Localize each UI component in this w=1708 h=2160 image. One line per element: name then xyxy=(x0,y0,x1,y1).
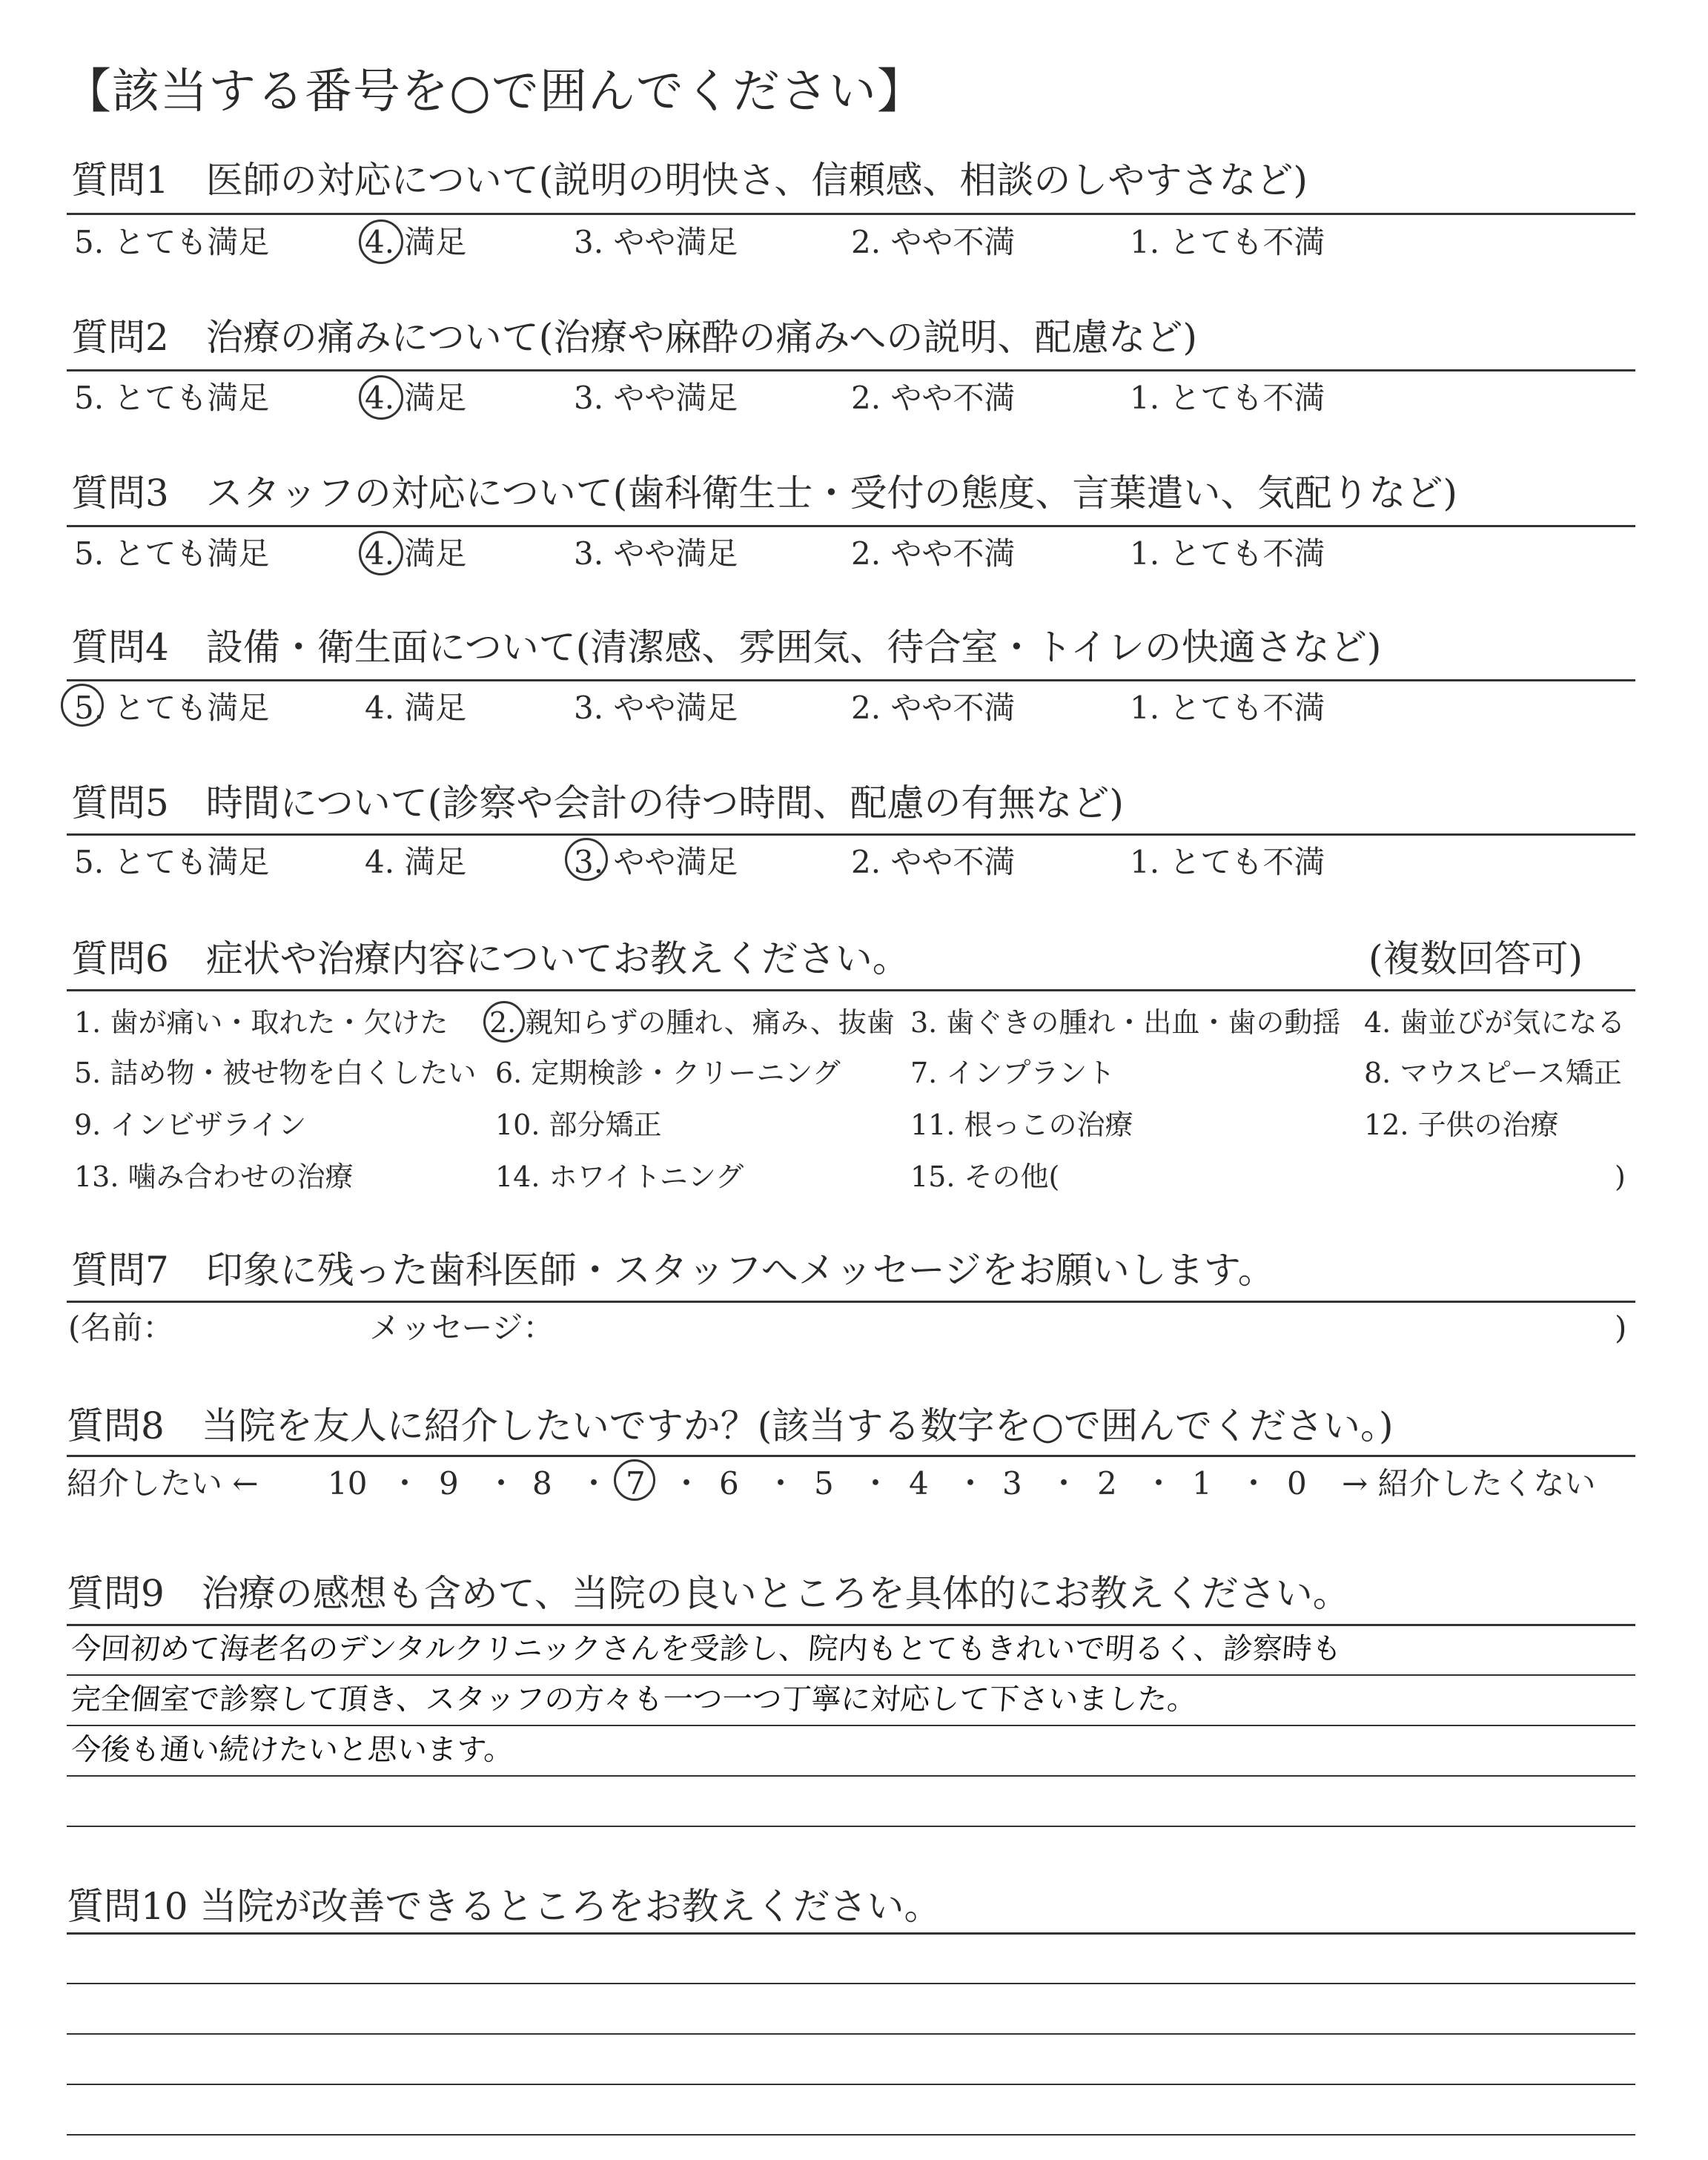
q8-score-10[interactable]: 10 xyxy=(328,1465,368,1502)
q6-item-8[interactable]: 8. マウスピース矯正 xyxy=(1364,1057,1622,1089)
q5-option-4[interactable]: 4. 満足 xyxy=(365,844,467,880)
q1-option-1[interactable]: 1. とても不満 xyxy=(1130,224,1325,260)
divider xyxy=(67,1624,1635,1626)
question-2-title: 質問2 治療の痛みについて(治療や麻酔の痛みへの説明、配慮など) xyxy=(71,316,1197,359)
question-3-title: 質問3 スタッフの対応について(歯科衛生士・受付の態度、言葉遣い、気配りなど) xyxy=(71,472,1457,515)
selection-circle xyxy=(483,1001,525,1043)
question-8-title: 質問8 当院を友人に紹介したいですか？(該当する数字を○で囲んでください。) xyxy=(67,1404,1394,1447)
q8-score-3[interactable]: 3 xyxy=(1002,1465,1022,1502)
divider xyxy=(67,1455,1635,1457)
answer-line xyxy=(67,1725,1635,1726)
divider xyxy=(67,1301,1635,1303)
q8-score-5[interactable]: 5 xyxy=(814,1465,834,1502)
q8-dot: ・ xyxy=(1238,1465,1270,1502)
q8-score-1[interactable]: 1 xyxy=(1192,1465,1212,1502)
divider xyxy=(67,525,1635,527)
q4-option-2[interactable]: 2. やや不満 xyxy=(851,690,1016,726)
divider xyxy=(67,369,1635,371)
q8-score-7[interactable]: 7 xyxy=(626,1465,646,1502)
q5-option-2[interactable]: 2. やや不満 xyxy=(851,844,1016,880)
question-10-title: 質問10 当院が改善できるところをお教えください。 xyxy=(67,1885,941,1928)
q8-dot: ・ xyxy=(1048,1465,1080,1502)
q9-answer-line-1: 今回初めて海老名のデンタルクリニックさんを受診し、院内もとてもきれいで明るく、診察時も xyxy=(70,1632,1343,1666)
q6-item-5[interactable]: 5. 詰め物・被せ物を白くしたい xyxy=(74,1057,477,1089)
q6-item-10[interactable]: 10. 部分矯正 xyxy=(495,1109,662,1141)
q7-message-label: メッセージ： xyxy=(369,1309,555,1346)
selection-circle xyxy=(565,838,608,881)
q8-score-2[interactable]: 2 xyxy=(1097,1465,1117,1502)
form-header: 【該当する番号を○で囲んでください】 xyxy=(64,65,925,119)
q8-dot: ・ xyxy=(765,1465,797,1502)
q9-answer-line-2: 完全個室で診察して頂き、スタッフの方々も一つ一つ丁寧に対応して下さいました。 xyxy=(70,1682,1199,1717)
divider xyxy=(67,989,1635,991)
answer-line xyxy=(67,1775,1635,1777)
q3-option-1[interactable]: 1. とても不満 xyxy=(1130,535,1325,572)
question-9-title: 質問9 治療の感想も含めて、当院の良いところを具体的にお教えください。 xyxy=(67,1572,1350,1615)
selection-circle xyxy=(359,375,403,420)
q8-score-6[interactable]: 6 xyxy=(719,1465,739,1502)
q3-option-3[interactable]: 3. やや満足 xyxy=(574,535,738,572)
q2-option-2[interactable]: 2. やや不満 xyxy=(851,380,1016,416)
answer-line xyxy=(67,1826,1635,1827)
q8-score-8[interactable]: 8 xyxy=(532,1465,552,1502)
q6-item-1[interactable]: 1. 歯が痛い・取れた・欠けた xyxy=(74,1006,448,1039)
q3-option-5[interactable]: 5. とても満足 xyxy=(74,535,270,572)
q5-option-3[interactable]: 3. やや満足 xyxy=(574,844,738,880)
q4-option-4[interactable]: 4. 満足 xyxy=(365,690,467,726)
q2-option-5[interactable]: 5. とても満足 xyxy=(74,380,270,416)
question-7-title: 質問7 印象に残った歯科医師・スタッフへメッセージをお願いします。 xyxy=(71,1249,1275,1292)
q6-item-12[interactable]: 12. 子供の治療 xyxy=(1364,1109,1559,1141)
divider xyxy=(67,833,1635,836)
divider xyxy=(67,679,1635,681)
q8-score-0[interactable]: 0 xyxy=(1287,1465,1307,1502)
selection-circle xyxy=(359,531,403,575)
q6-item-7[interactable]: 7. インプラント xyxy=(910,1057,1116,1089)
q8-dot: ・ xyxy=(389,1465,421,1502)
q8-dot: ・ xyxy=(486,1465,517,1502)
answer-line xyxy=(67,2134,1635,2136)
q2-option-3[interactable]: 3. やや満足 xyxy=(574,380,738,416)
q5-option-5[interactable]: 5. とても満足 xyxy=(74,844,270,880)
answer-line xyxy=(67,1983,1635,1984)
question-6-title: 質問6 症状や治療内容についてお教えください。 xyxy=(71,937,910,980)
q1-option-2[interactable]: 2. やや不満 xyxy=(851,224,1016,260)
q3-option-2[interactable]: 2. やや不満 xyxy=(851,535,1016,572)
q5-option-1[interactable]: 1. とても不満 xyxy=(1130,844,1325,880)
q6-item-15[interactable]: 15. その他( xyxy=(910,1160,1060,1193)
q8-score-4[interactable]: 4 xyxy=(909,1465,929,1502)
q6-item-13[interactable]: 13. 噛み合わせの治療 xyxy=(74,1160,354,1193)
question-6-note: (複数回答可) xyxy=(1368,937,1583,980)
q8-dot: ・ xyxy=(671,1465,703,1502)
q6-item-2[interactable]: 2. 親知らずの腫れ、痛み、抜歯 xyxy=(489,1006,895,1039)
q6-item-3[interactable]: 3. 歯ぐきの腫れ・出血・歯の動揺 xyxy=(910,1006,1341,1039)
q1-option-3[interactable]: 3. やや満足 xyxy=(574,224,738,260)
q8-dot: ・ xyxy=(1143,1465,1175,1502)
q7-close-paren: ) xyxy=(1615,1309,1627,1346)
q8-right-label: → 紹介したくない xyxy=(1342,1465,1596,1502)
q6-item-9[interactable]: 9. インビザライン xyxy=(74,1109,307,1141)
answer-line xyxy=(67,2084,1635,2085)
selection-circle xyxy=(614,1459,655,1501)
q7-name-label: (名前： xyxy=(68,1309,174,1346)
answer-line xyxy=(67,1674,1635,1676)
q8-dot: ・ xyxy=(578,1465,610,1502)
question-1-title: 質問1 医師の対応について(説明の明快さ、信頼感、相談のしやすさなど) xyxy=(71,159,1308,202)
q9-answer-line-3: 今後も通い続けたいと思います。 xyxy=(70,1733,515,1767)
q4-option-5[interactable]: 5. とても満足 xyxy=(74,690,270,726)
q1-option-4[interactable]: 4. 満足 xyxy=(365,224,467,260)
q8-dot: ・ xyxy=(955,1465,987,1502)
q2-option-1[interactable]: 1. とても不満 xyxy=(1130,380,1325,416)
q8-score-9[interactable]: 9 xyxy=(439,1465,459,1502)
q8-dot: ・ xyxy=(860,1465,892,1502)
question-5-title: 質問5 時間について(診察や会計の待つ時間、配慮の有無など) xyxy=(71,782,1124,825)
question-4-title: 質問4 設備・衛生面について(清潔感、雰囲気、待合室・トイレの快適さなど) xyxy=(71,626,1382,669)
q6-item-6[interactable]: 6. 定期検診・クリーニング xyxy=(495,1057,841,1089)
q4-option-3[interactable]: 3. やや満足 xyxy=(574,690,738,726)
q2-option-4[interactable]: 4. 満足 xyxy=(365,380,467,416)
q1-option-5[interactable]: 5. とても満足 xyxy=(74,224,270,260)
q6-item-11[interactable]: 11. 根っこの治療 xyxy=(910,1109,1133,1141)
divider xyxy=(67,213,1635,215)
q3-option-4[interactable]: 4. 満足 xyxy=(365,535,467,572)
q8-left-label: 紹介したい ← xyxy=(67,1465,259,1502)
selection-circle xyxy=(359,219,403,264)
q6-item-14[interactable]: 14. ホワイトニング xyxy=(495,1160,744,1193)
selection-circle xyxy=(61,684,104,727)
answer-line xyxy=(67,2033,1635,2035)
q4-option-1[interactable]: 1. とても不満 xyxy=(1130,690,1325,726)
q6-item-4[interactable]: 4. 歯並びが気になる xyxy=(1364,1006,1626,1039)
divider xyxy=(67,1932,1635,1935)
q6-item-15-close: ) xyxy=(1615,1160,1626,1193)
